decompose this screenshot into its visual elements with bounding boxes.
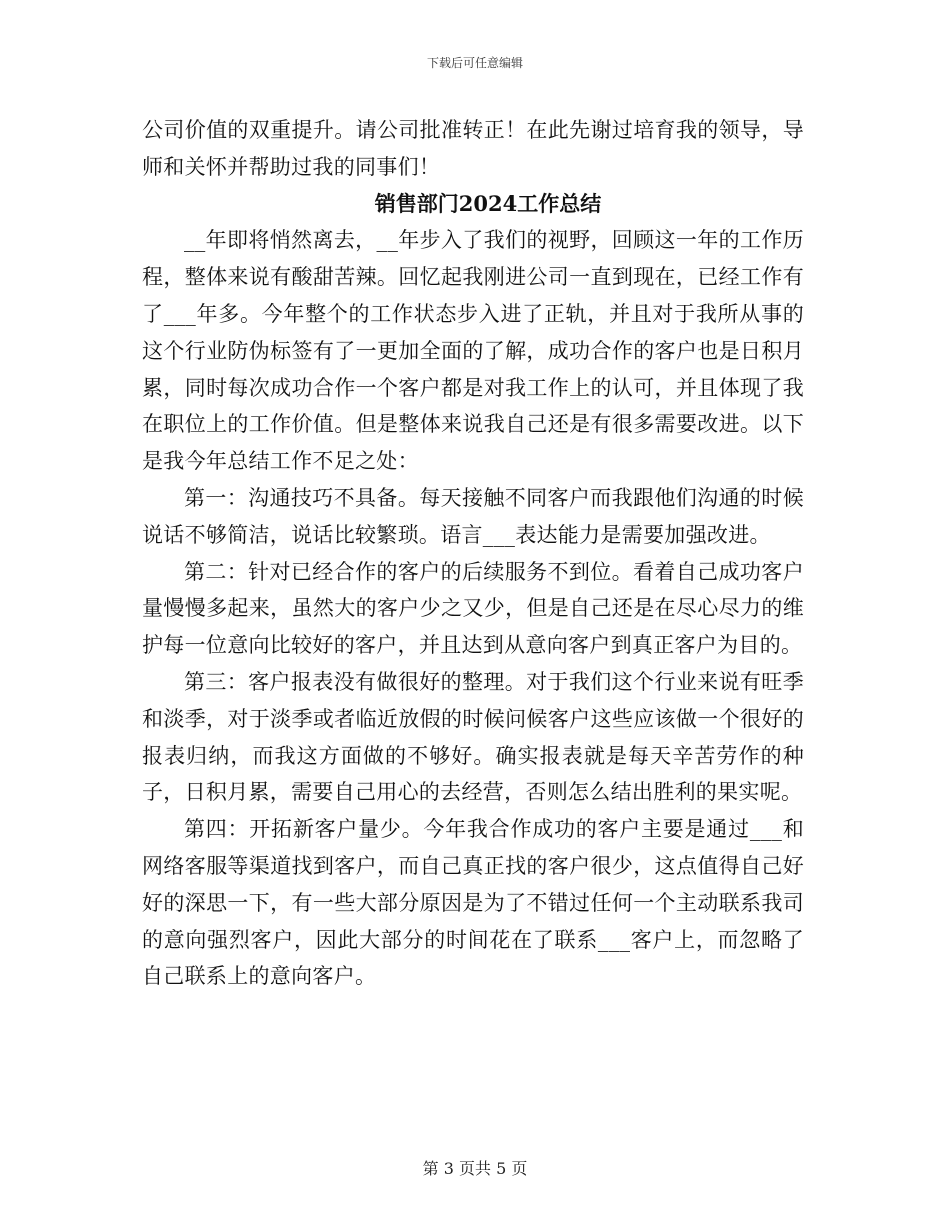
- page-header-note: 下载后可任意编辑: [426, 56, 523, 70]
- continuation-paragraph: 公司价值的双重提升。请公司批准转正！在此先谢过培育我的领导，导师和关怀并帮助过我的同事们！: [142, 118, 804, 179]
- paragraph-point-3: 第三：客户报表没有做很好的整理。对于我们这个行业来说有旺季和淡季，对于淡季或者临近放假的时候问候客户这些应该做一个很好的报表归纳，而我这方面做的不够好。确实报表就是每天辛苦劳作的种子，日积月累，需要自己用心的去经营，否则怎么结出胜利的果实呢。: [142, 669, 804, 805]
- paragraph-point-2: 第二：针对已经合作的客户的后续服务不到位。看着自己成功客户量慢慢多起来，虽然大的客户少之又少，但是自己还是在尽心尽力的维护每一位意向比较好的客户，并且达到从意向客户到真正客户为目的。: [142, 559, 804, 658]
- page-number: 第 3 页共 5 页: [422, 1159, 528, 1178]
- paragraph-point-4: 第四：开拓新客户量少。今年我合作成功的客户主要是通过___和网络客服等渠道找到客户，而自己真正找的客户很少，这点值得自己好好的深思一下，有一些大部分原因是为了不错过任何一个主动联系我司的意向强烈客户，因此大部分的时间花在了联系___客户上，而忽略了自己联系上的意向客户。: [142, 817, 804, 989]
- document-body: [142, 112, 804, 995]
- paragraph-point-1: 第一：沟通技巧不具备。每天接触不同客户而我跟他们沟通的时候说话不够简洁，说话比较繁琐。语言___表达能力是需要加强改进。: [142, 485, 804, 547]
- document-title: 销售部门2024工作总结: [374, 190, 602, 216]
- paragraph-intro: __年即将悄然离去，__年步入了我们的视野，回顾这一年的工作历程，整体来说有酸甜苦辣。回忆起我刚进公司一直到现在，已经工作有了___年多。今年整个的工作状态步入进了正轨，并且对于我所从事的这个行业防伪标签有了一更加全面的了解，成功合作的客户也是日积月累，同时每次成功合作一个客户都是对我工作上的认可，并且体现了我在职位上的工作价值。但是整体来说我自己还是有很多需要改进。以下是我今年总结工作不足之处：: [142, 228, 804, 474]
